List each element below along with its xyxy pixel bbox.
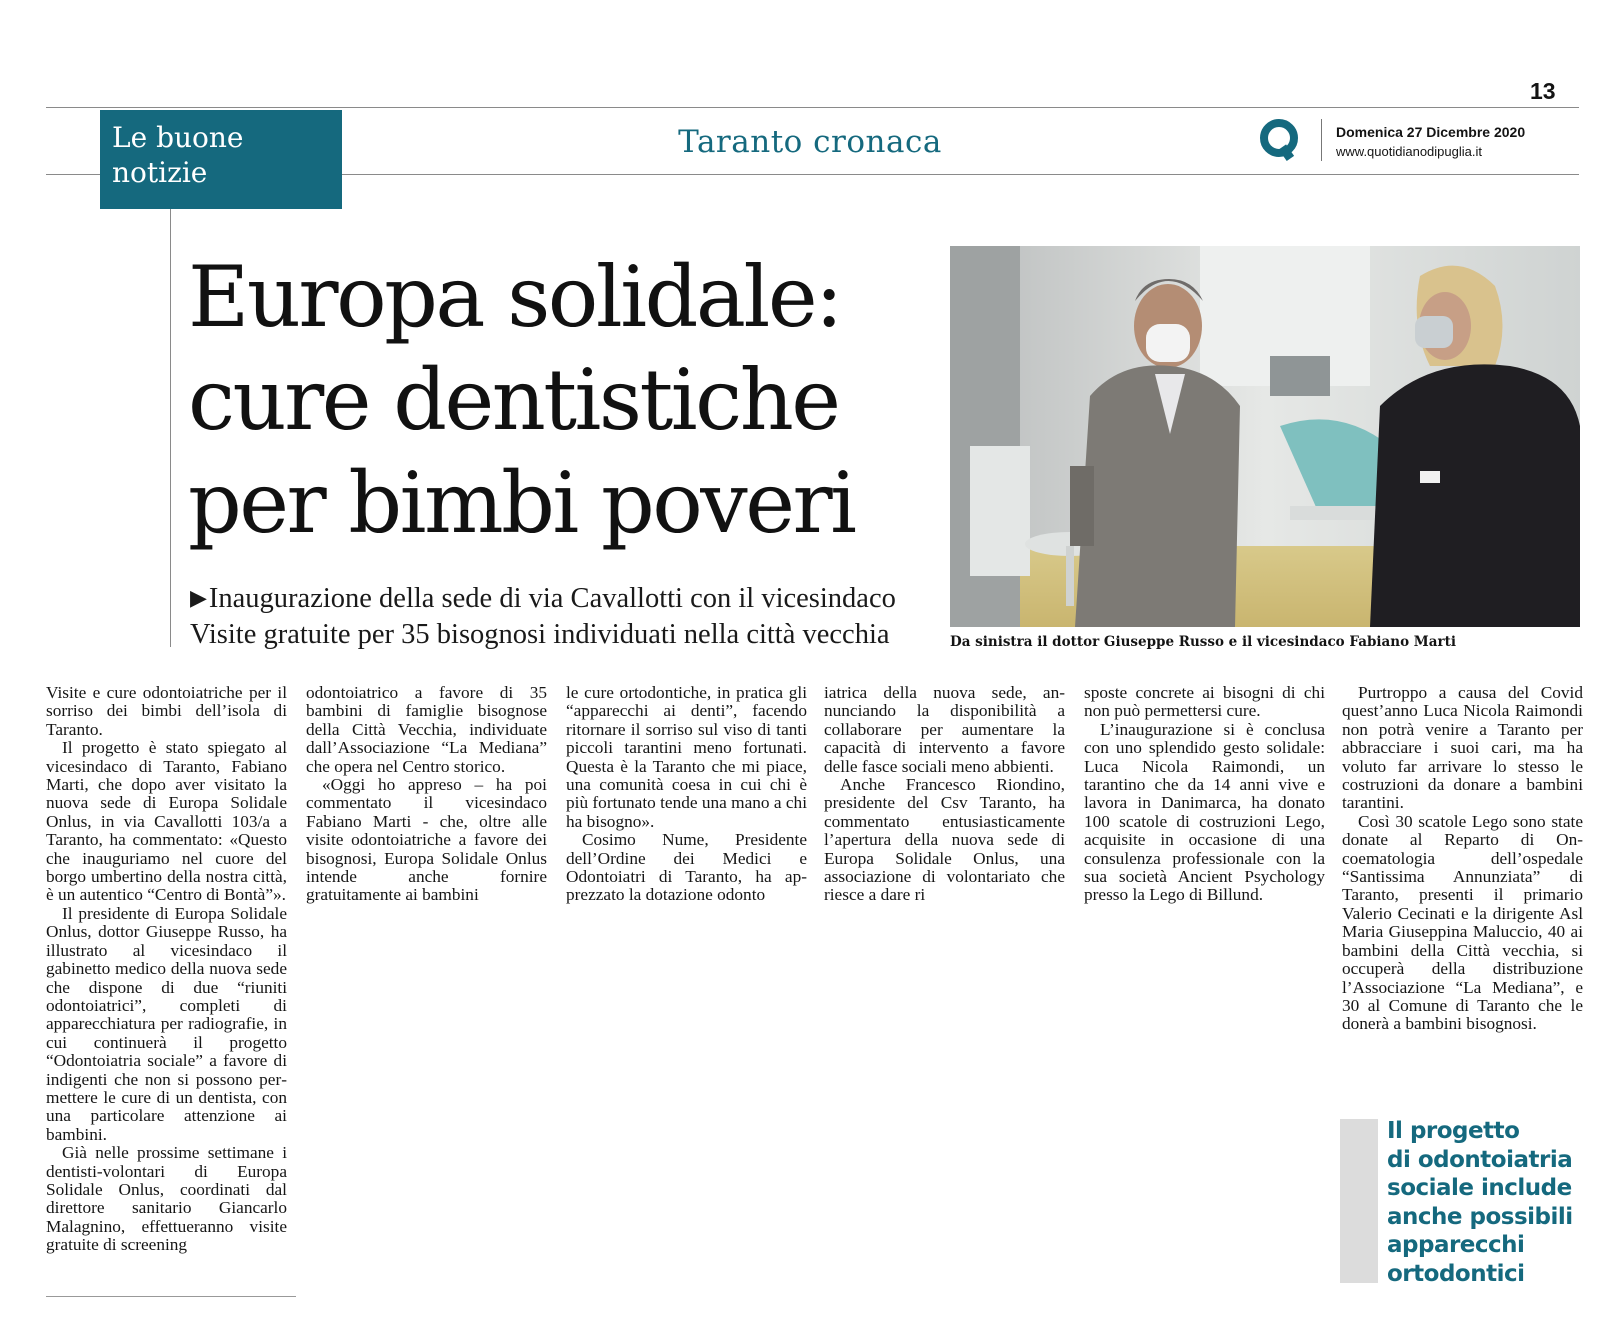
paragraph: «Oggi ho appreso – ha poi commentato il vicesindaco Fabiano Marti - che, oltre alle visite odontoiatriche a favore dei bisognosi, Europa Solidale Onlus intende anche fornire gratuitamente ai bambini bbox=[306, 775, 547, 905]
paragraph: Anche Francesco Riondino, presidente del Csv Taranto, ha commentato entusiasticamente l’apertura della nuova sede di Europa Solidale Onlus, una associazione di volontariato che riesce a dare ri bbox=[824, 775, 1065, 905]
section-title: Taranto cronaca bbox=[678, 124, 942, 160]
pull-quote-line: ortodontici bbox=[1387, 1260, 1525, 1287]
page-number: 13 bbox=[1530, 78, 1556, 104]
photo-caption: Da sinistra il dottor Giuseppe Russo e il vicesindaco Fabiano Marti bbox=[950, 634, 1456, 650]
paragraph: L’inaugurazione si è conclusa con uno splendido gesto solidale: Luca Nicola Raimondi, un tarantino che da 14 anni vive e lavora in Danimarca, ha donato 100 scatole di costruzioni Lego, acquisite in occasione di una consulenza professionale con la sua società Ancient Psychology presso la Lego di Billund. bbox=[1084, 719, 1325, 905]
pull-quote-bar bbox=[1340, 1119, 1378, 1283]
section-label-box bbox=[100, 110, 342, 209]
header-top-rule bbox=[46, 107, 1579, 108]
pull-quote-line: Il progetto bbox=[1387, 1118, 1520, 1144]
article-photo bbox=[950, 246, 1580, 627]
paragraph: odontoiatrico a favore di 35 bambini di famiglie bisognose della Città Vecchia, individuate dall’Associazione “La Mediana” che opera nel Centro storico. bbox=[306, 683, 547, 776]
paragraph: iatrica della nuova sede, annunciando la disponibilità a collaborare per aumentare la capacità di intervento a favore delle fasce sociali meno abbienti. bbox=[824, 683, 1065, 776]
newspaper-logo-icon bbox=[1258, 118, 1302, 162]
paragraph: Già nelle prossime settimane i dentisti-volontari di Europa Solidale Onlus, coordinati dal direttore sanitario Giancarlo Malagnino, effettueranno visite gratuite di screening bbox=[46, 1143, 287, 1255]
paragraph: sposte concrete ai bisogni di chi non può permettersi cure. bbox=[1084, 683, 1325, 721]
article-column-3 bbox=[566, 684, 807, 905]
article-column-6 bbox=[1342, 684, 1583, 1034]
pull-quote-line: apparecchi bbox=[1387, 1232, 1525, 1258]
paragraph: Il progetto è stato spiegato al vicesindaco di Taranto, Fabiano Marti, che dopo aver visitato la nuova sede di Europa Solidale Onlus, in via Cavallotti 103/a a Taranto, ha commentato: «Questo che inauguriamo nel cuore del borgo umbertino della nostra città, è un autentico “Centro di Bontà”». bbox=[46, 738, 287, 905]
article-headline bbox=[188, 246, 928, 555]
subhead-arrow-icon: ▶ bbox=[190, 585, 207, 610]
paragraph: Purtroppo a causa del Covid quest’anno Luca Nicola Raimondi non potrà venire a Taranto per abbracciare i suoi cari, ma ha voluto far arrivare lo stesso le costruzioni da donare a bambini tarantini. bbox=[1342, 683, 1583, 813]
article-column-1 bbox=[46, 684, 287, 1255]
pull-quote-line: di odontoiatria bbox=[1387, 1146, 1573, 1173]
section-label-line-2: notizie bbox=[112, 156, 208, 189]
publication-website[interactable]: www.quotidianodipuglia.it bbox=[1336, 144, 1482, 159]
headline-vertical-rule bbox=[170, 209, 171, 647]
headline-line-2: cure dentistiche bbox=[188, 351, 839, 449]
article-column-4 bbox=[824, 684, 1065, 905]
article-subhead bbox=[190, 580, 935, 653]
pull-quote-line: anche possibili bbox=[1387, 1203, 1573, 1230]
paragraph: Visite e cure odontoiatriche per il sorriso dei bimbi dell’isola di Taranto. bbox=[46, 683, 287, 739]
bottom-rule bbox=[46, 1296, 296, 1297]
headline-line-3: per bimbi poveri bbox=[188, 454, 855, 552]
article-column-5 bbox=[1084, 684, 1325, 905]
article-column-2 bbox=[306, 684, 547, 905]
logo-letter: Q bbox=[1258, 118, 1259, 119]
paragraph: le cure ortodontiche, in pratica gli “apparecchi ai denti”, facendo ritornare il sorriso sul viso di tanti piccoli tarantini meno fortunati. Questa è la Taranto che mi piace, una comunità coesa in cui chi è più fortunato tende una mano a chi ha bisogno». bbox=[566, 683, 807, 831]
section-label-line-1: Le buone bbox=[112, 121, 244, 154]
pull-quote-line: sociale include bbox=[1387, 1175, 1572, 1201]
logo-separator bbox=[1321, 119, 1322, 161]
paragraph: Cosimo Nume, Presidente dell’Ordine dei Medici e Odontoiatri di Taranto, ha apprezzato la dotazione odonto bbox=[566, 830, 807, 905]
headline-line-1: Europa solidale: bbox=[188, 248, 841, 346]
dental-clinic-photo-illustration bbox=[950, 246, 1580, 627]
pull-quote bbox=[1387, 1117, 1587, 1288]
publication-date: Domenica 27 Dicembre 2020 bbox=[1336, 124, 1526, 140]
subhead-line-2: Visite gratuite per 35 bisognosi individuati nella città vecchia bbox=[190, 619, 890, 650]
subhead-line-1: ▶Inaugurazione della sede di via Cavallotti con il vicesindaco bbox=[190, 583, 896, 614]
paragraph: Così 30 scatole Lego sono state donate al Reparto di Oncoematologia dell’ospedale “Santissima Annunziata” di Taranto, presenti il primario Valerio Cecinati e la dirigente Asl Maria Giuseppina Maluccio, 40 ai bambini della Città vecchia, si occuperà della distribuzione l’Associazione “La Mediana”, e 30 al Comune di Taranto che le donerà a bambini bisognosi. bbox=[1342, 811, 1583, 1034]
paragraph: Il presidente di Europa Solidale Onlus, dottor Giuseppe Russo, ha illustrato al vicesindaco il gabinetto medico della nuova sede che dispone di due “riuniti odontoiatrici”, completi di apparecchiatura per radiografie, in cui continuerà il progetto “Odontoiatria sociale” a favore di indigenti che non si possono permettere le cure di un dentista, con una particolare attenzione ai bambini. bbox=[46, 903, 287, 1144]
